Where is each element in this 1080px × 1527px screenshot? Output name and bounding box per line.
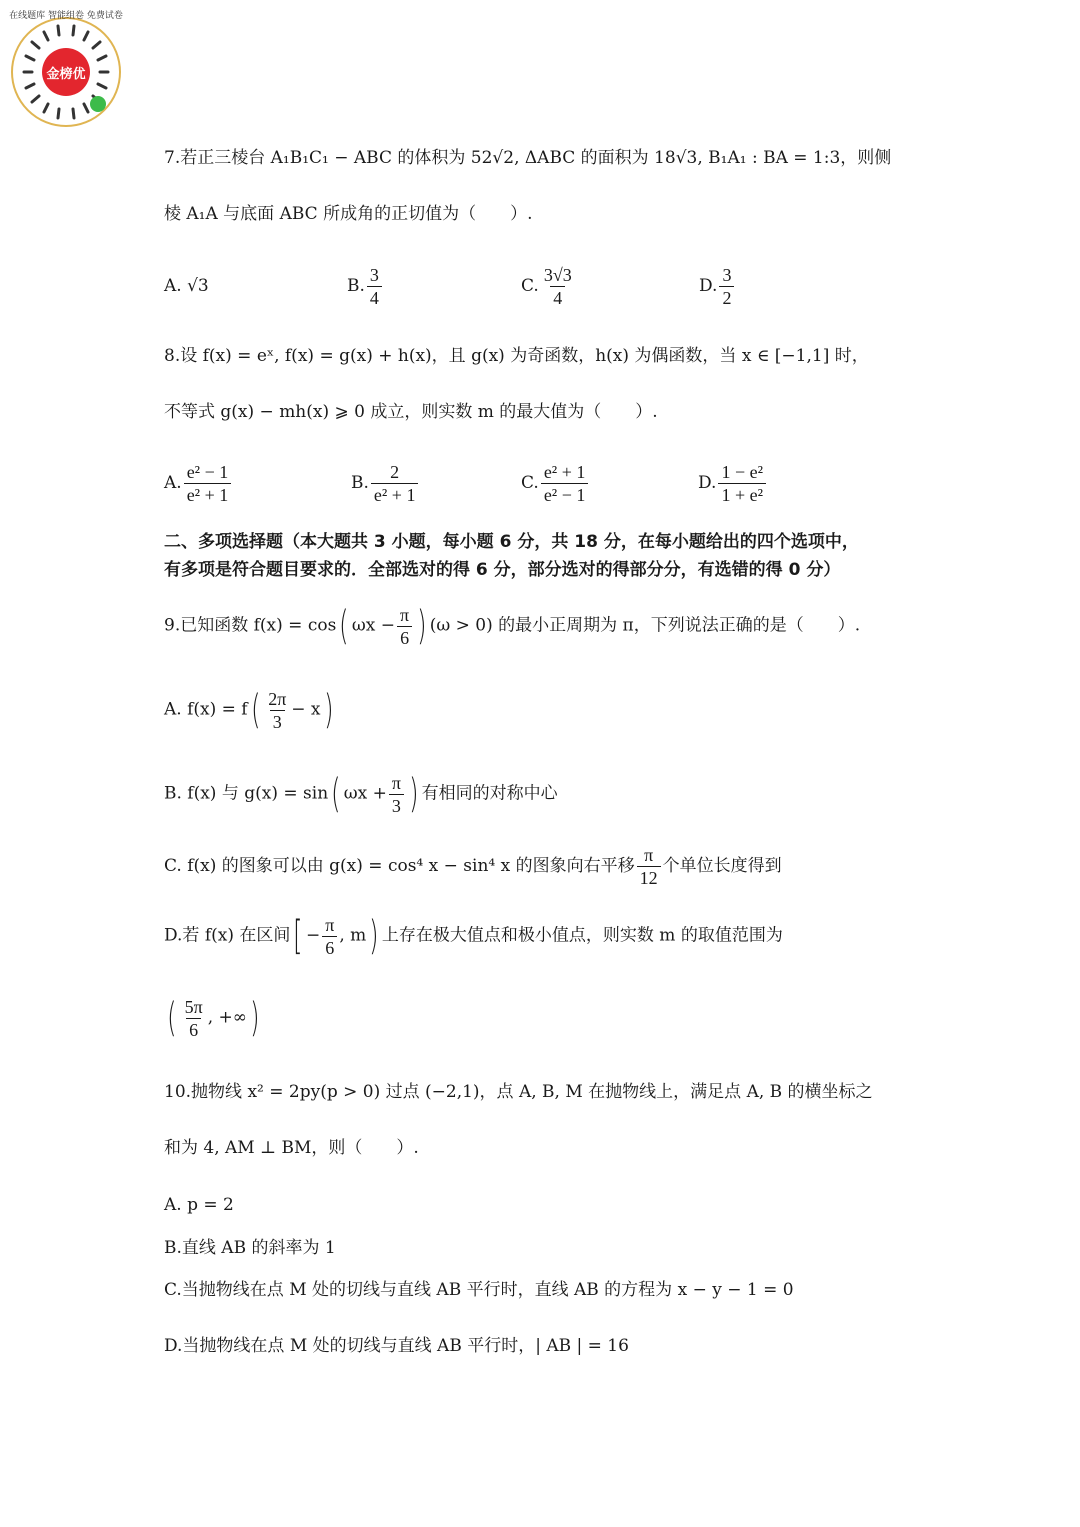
q9-stem: 9.已知函数 f(x) = cos( ωx − $\frac{\pi}{6}$ ) (ω > 0) 的最小正周期为 π，下列说法正确的是（ ）. [164, 603, 861, 649]
q9-option-d: D.若 f(x) 在区间[ − $\frac{\pi}{6}$ , m) 上存在极大值点和极小值点，则实数 m 的取值范围为 [164, 913, 783, 959]
q8-stem-line1: 8.设 f(x) = eˣ, f(x) = g(x) + h(x)，且 g(x) 为奇函数，h(x) 为偶函数，当 x ∈ [−1,1] 时， [164, 346, 869, 366]
jinbangyou-logo [4, 4, 124, 128]
q7-option-d: D. $\frac{3}{2}$ [699, 264, 736, 309]
q7-option-c: C. $\frac{3√3}{4}$ [521, 265, 572, 308]
q10-stem-line2: 和为 4, AM ⊥ BM，则（ ）. [164, 1138, 419, 1158]
q8-option-d: D. $\frac{\text{1 − e²}}{\text{1 + e²}}$ [698, 461, 768, 506]
q9-option-a: A. f(x) = f( $\frac{2\pi}{3}$ − x) [164, 687, 334, 733]
q10-option-a: A. p = 2 [164, 1195, 234, 1215]
q7-option-a: A. √3 [164, 276, 209, 296]
q7-stem-line2: 棱 A₁A 与底面 ABC 所成角的正切值为（ ）. [164, 204, 533, 224]
q10-stem-line1: 10.抛物线 x² = 2py(p > 0) 过点 (−2,1)，点 A, B, M 在抛物线上，满足点 A, B 的横坐标之 [164, 1082, 873, 1102]
logo-center-text: 金榜优 [46, 67, 86, 82]
q9-option-c: C. f(x) 的图象可以由 g(x) = cos⁴ x − sin⁴ x 的图象向右平移 $\frac{\pi}{12}$ 个单位长度得到 [164, 845, 782, 888]
q8-stem-line2: 不等式 g(x) − mh(x) ⩾ 0 成立，则实数 m 的最大值为（ ）. [164, 402, 658, 422]
section2-heading-line2: 有多项是符合题目要求的．全部选对的得 6 分，部分选对的得部分分，有选错的得 0 分） [164, 560, 841, 580]
q9-option-d-answer: ( $\frac{5\pi}{6}$ , +∞) [167, 995, 260, 1041]
q7-stem-line1: 7.若正三棱台 A₁B₁C₁ − ABC 的体积为 52√2, ΔABC 的面积为 18√3, B₁A₁ : BA = 1:3，则侧 [164, 148, 892, 168]
q8-option-b: B. $\frac{2}{\text{e² + 1}}$ [351, 461, 420, 506]
q10-option-c: C.当抛物线在点 M 处的切线与直线 AB 平行时，直线 AB 的方程为 x − y − 1 = 0 [164, 1280, 794, 1300]
section2-heading-line1: 二、多项选择题（本大题共 3 小题，每小题 6 分，共 18 分，在每小题给出的四个选项中， [164, 532, 859, 552]
q8-option-a: A. $\frac{\text{e² − 1}}{\text{e² + 1}}$ [164, 461, 233, 506]
logo-ring-text: 在线题库 智能组卷 免费试卷 [9, 11, 123, 21]
q8-option-c: C. $\frac{\text{e² + 1}}{\text{e² − 1}}$ [521, 461, 590, 506]
q10-option-d: D.当抛物线在点 M 处的切线与直线 AB 平行时，| AB | = 16 [164, 1336, 629, 1356]
q10-option-b: B.直线 AB 的斜率为 1 [164, 1238, 336, 1258]
q9-option-b: B. f(x) 与 g(x) = sin( ωx + $\frac{\pi}{3}$ ) 有相同的对称中心 [164, 771, 558, 817]
q7-option-b: B. $\frac{3}{4}$ [347, 264, 384, 309]
